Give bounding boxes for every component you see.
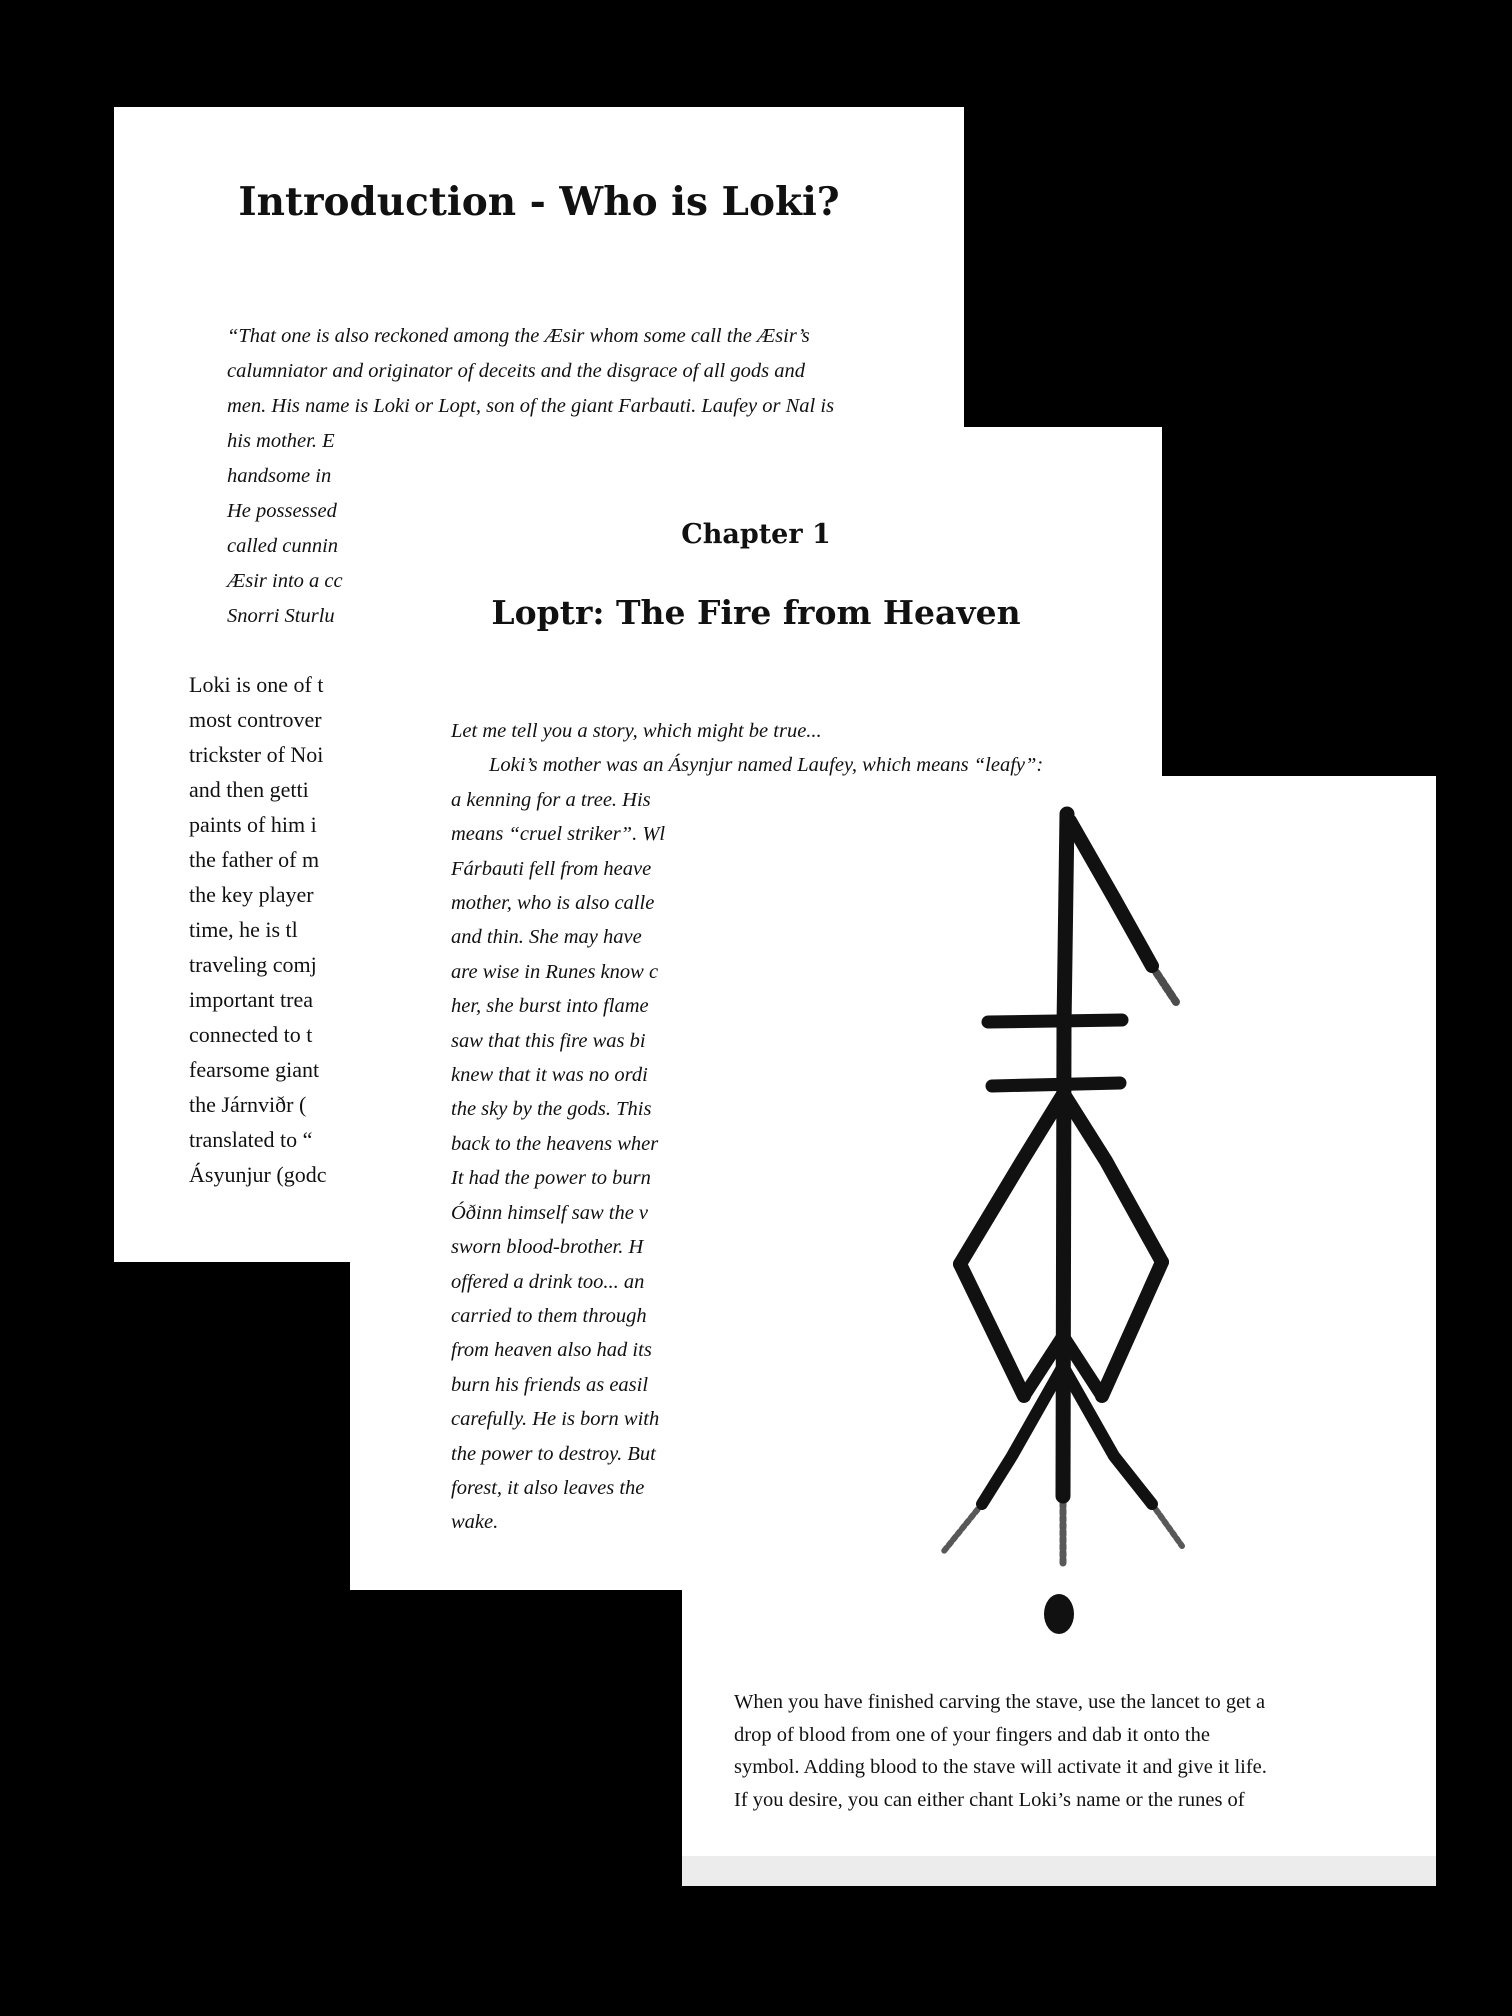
text-line: Loki’s mother was an Ásynjur named Laufey, which means “leafy”: <box>489 754 1044 777</box>
quote-line: calumniator and originator of deceits and the disgrace of all gods and <box>227 360 805 382</box>
body-line: Loki is one of t <box>189 672 324 697</box>
quote-line: his mother. E <box>227 430 335 452</box>
caption-line: drop of blood from one of your fingers and dab it onto the <box>734 1723 1210 1746</box>
caption-line: If you desire, you can either chant Loki’s name or the runes of <box>734 1788 1245 1811</box>
text-line: carefully. He is born with <box>451 1408 660 1431</box>
body-line: fearsome giant <box>189 1057 320 1082</box>
text-line: are wise in Runes know c <box>451 960 659 983</box>
quote-line: Snorri Sturlu <box>227 605 335 627</box>
caption-line: When you have finished carving the stave, use the lancet to get a <box>734 1691 1266 1713</box>
body-line: Ásyunjur (godc <box>189 1162 327 1187</box>
bindrune-stave-image <box>682 776 1436 1676</box>
text-line: wake. <box>451 1511 499 1534</box>
quote-line: handsome in <box>227 465 332 487</box>
text-line: saw that this fire was bi <box>451 1029 646 1052</box>
text-line: Fárbauti fell from heave <box>451 857 652 880</box>
text-line: sworn blood-brother. H <box>451 1236 644 1259</box>
stave-page <box>682 776 1436 1886</box>
quote-line: “That one is also reckoned among the Æsir whom some call the Æsir’s <box>227 325 810 347</box>
caption-line: symbol. Adding blood to the stave will activate it and give it life. <box>734 1756 1267 1778</box>
body-line: the Járnviðr ( <box>189 1092 307 1117</box>
body-line: paints of him i <box>189 812 317 837</box>
body-line: most controver <box>189 707 322 732</box>
text-line: a kenning for a tree. His <box>451 788 651 811</box>
quote-line: men. His name is Loki or Lopt, son of the giant Farbauti. Laufey or Nal is <box>227 395 835 417</box>
body-line: traveling comj <box>189 952 317 977</box>
text-line: means “cruel striker”. Wl <box>451 823 666 846</box>
body-line: time, he is tl <box>189 917 298 942</box>
text-line: the sky by the gods. This <box>451 1098 652 1121</box>
text-line: burn his friends as easil <box>451 1373 649 1396</box>
text-line: back to the heavens wher <box>451 1132 659 1155</box>
intro-title: Introduction - Who is Loki? <box>238 179 840 225</box>
quote-line: Æsir into a cc <box>227 570 343 592</box>
body-line: trickster of Noi <box>189 742 324 767</box>
body-line: the key player <box>189 882 314 907</box>
text-line: It had the power to burn <box>451 1167 651 1190</box>
text-line: from heaven also had its <box>451 1339 652 1362</box>
body-line: and then getti <box>189 777 309 802</box>
chapter-title: Loptr: The Fire from Heaven <box>491 593 1021 632</box>
text-line: Óðinn himself saw the v <box>451 1201 649 1224</box>
text-line: Let me tell you a story, which might be true... <box>451 720 822 742</box>
text-line: knew that it was no ordi <box>451 1064 648 1087</box>
text-line: and thin. She may have <box>451 926 642 949</box>
text-line: her, she burst into flame <box>451 995 649 1018</box>
body-line: important trea <box>189 987 314 1012</box>
quote-line: He possessed <box>227 500 337 522</box>
stave-caption <box>734 1686 1394 1816</box>
text-line: offered a drink too... an <box>451 1270 645 1293</box>
body-line: connected to t <box>189 1022 313 1047</box>
quote-line: called cunnin <box>227 535 339 557</box>
chapter-label: Chapter 1 <box>681 519 831 550</box>
text-line: the power to destroy. But <box>451 1442 656 1465</box>
text-line: mother, who is also calle <box>451 892 655 915</box>
body-line: translated to “ <box>189 1127 313 1152</box>
text-line: forest, it also leaves the <box>451 1476 645 1499</box>
body-line: the father of m <box>189 847 320 872</box>
page-footer-band <box>682 1856 1436 1886</box>
text-line: carried to them through <box>451 1304 647 1327</box>
